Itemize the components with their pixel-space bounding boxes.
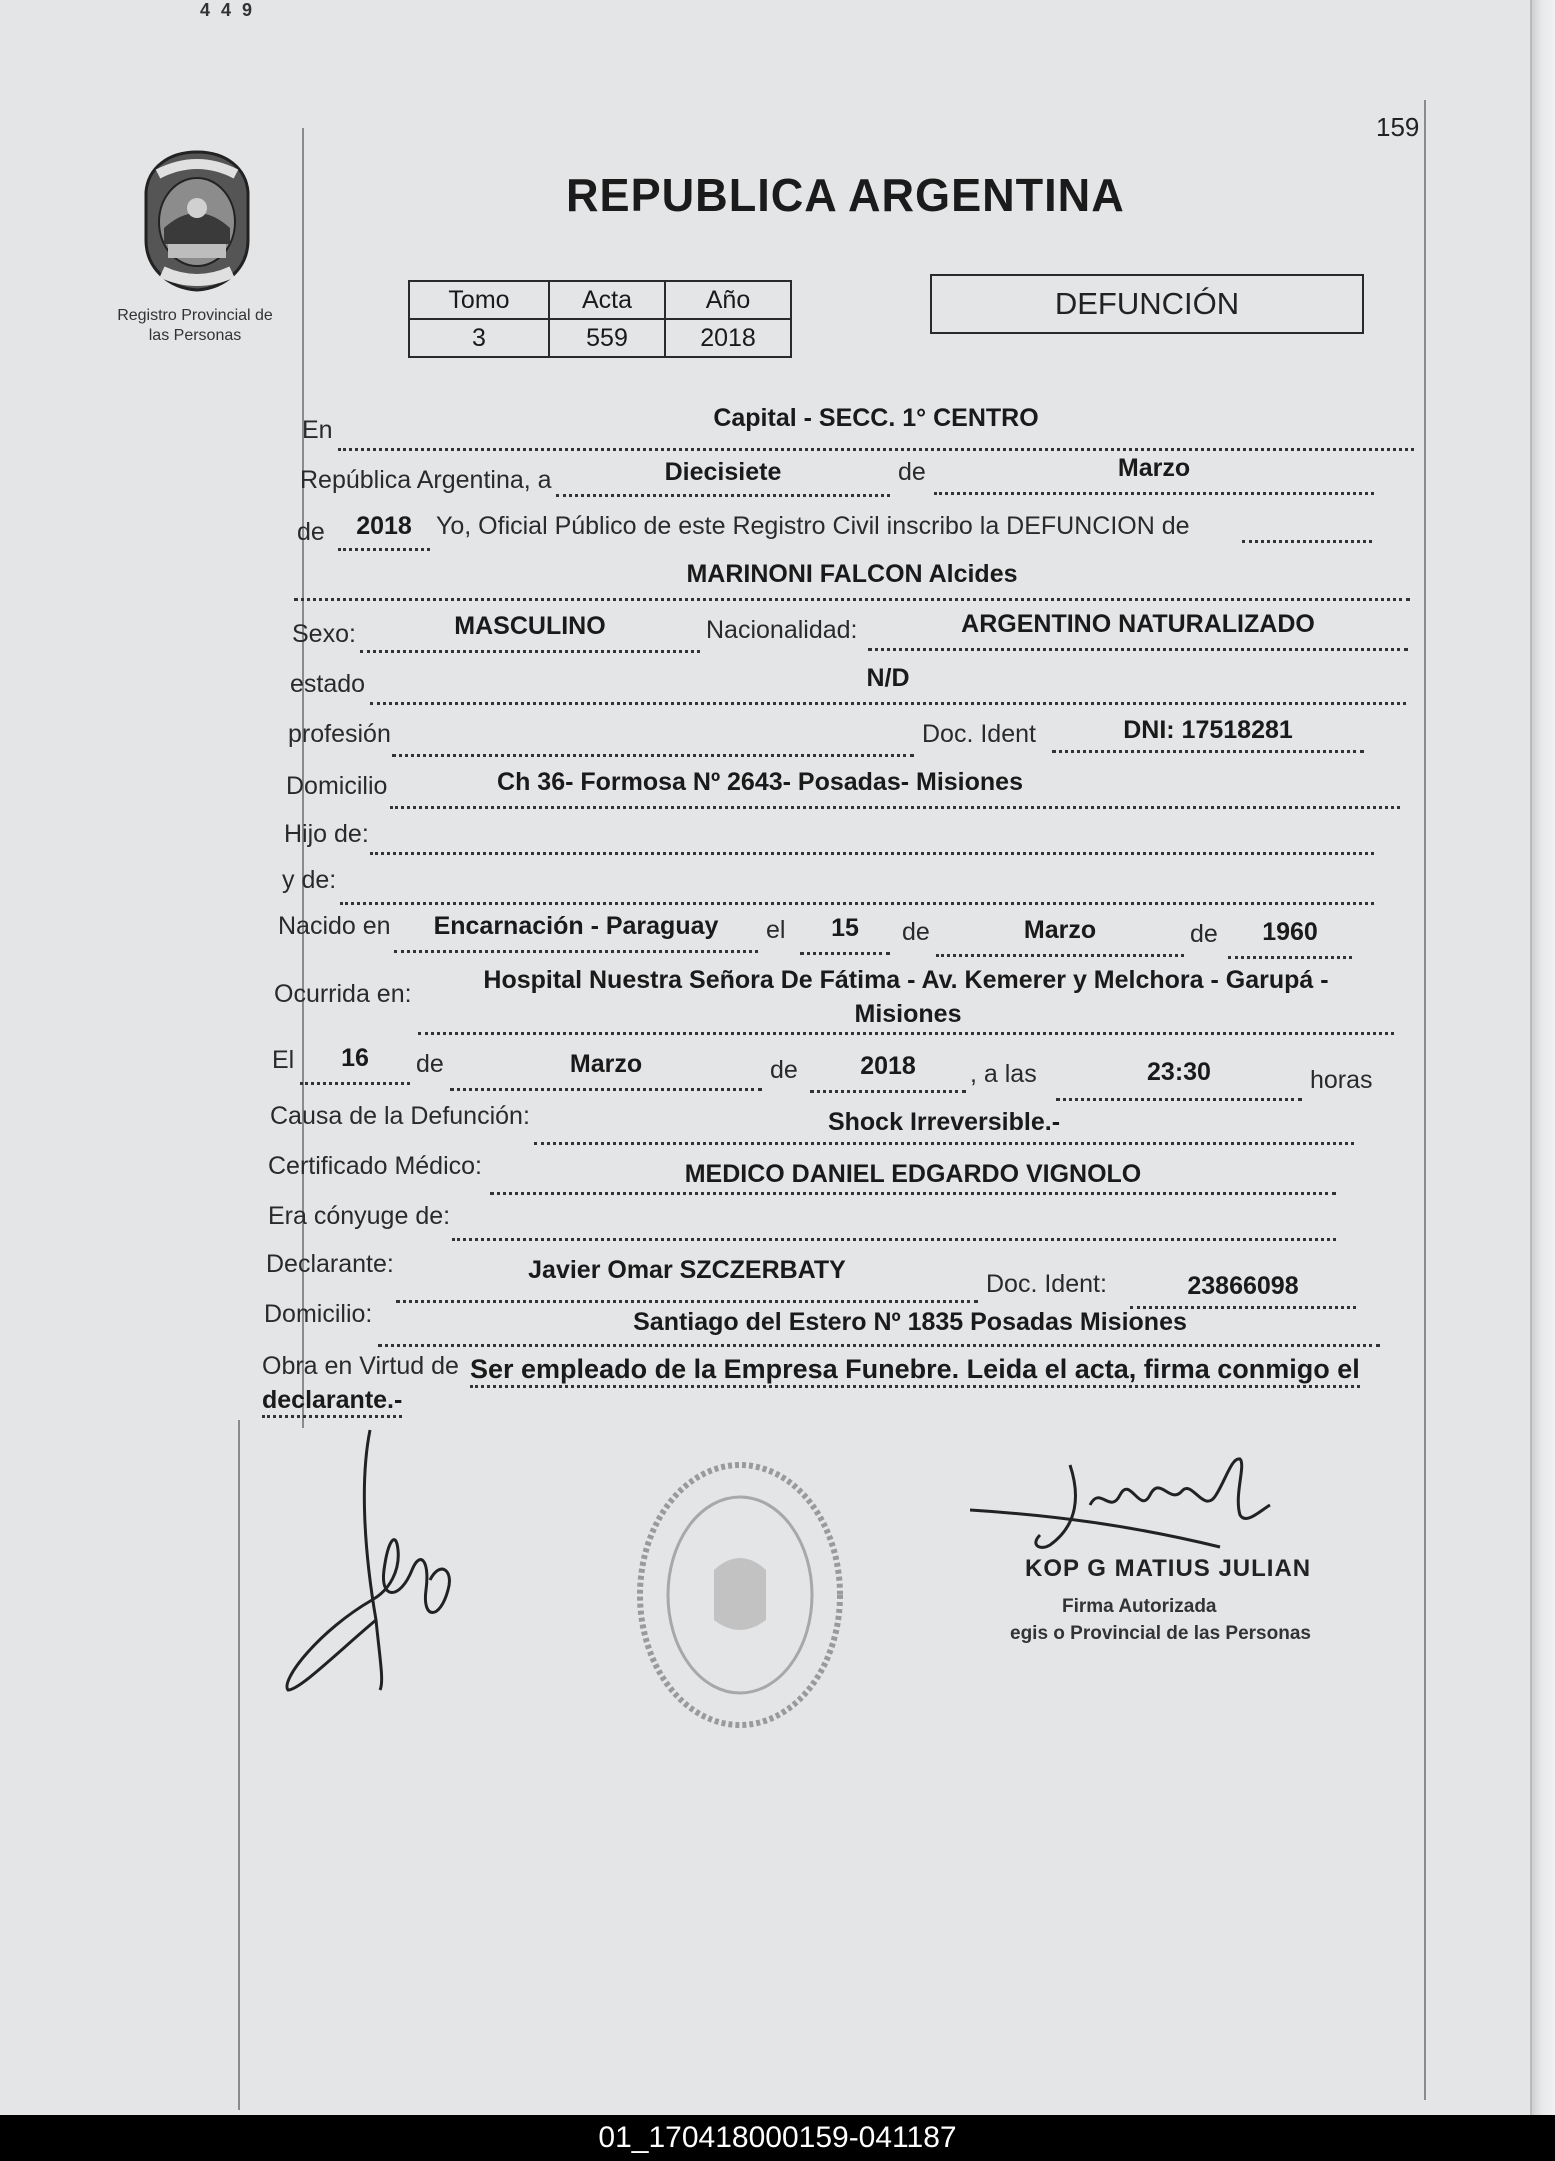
file-id-footer: 01_170418000159-041187 [0, 2115, 1555, 2161]
sexo-value: MASCULINO [454, 612, 606, 640]
de-anio-label: de [297, 518, 325, 546]
sexo-label: Sexo: [292, 620, 356, 648]
inscribo-text: Yo, Oficial Público de este Registro Civil inscribo la DEFUNCION de [436, 512, 1190, 540]
certificado-label: Certificado Médico: [268, 1152, 482, 1180]
horas-label: horas [1310, 1066, 1373, 1094]
de-label: de [898, 458, 926, 486]
conyuge-label: Era cónyuge de: [268, 1202, 451, 1230]
decl-doc-label: Doc. Ident: [986, 1270, 1107, 1298]
estado-label: estado [290, 670, 366, 698]
anio-value: 2018 [665, 319, 791, 357]
nac-dia-value: 15 [831, 914, 859, 942]
signer-organization: egis o Provincial de las Personas [1010, 1623, 1311, 1644]
top-marks: 4 4 9 [200, 0, 256, 20]
page-edge [1530, 0, 1555, 2115]
domicilio-label: Domicilio [286, 772, 388, 800]
dia-value: Diecisiete [664, 458, 782, 486]
def-dia-value: 16 [341, 1044, 369, 1072]
reference-table [408, 280, 792, 358]
nac-el-label: el [766, 916, 786, 944]
nacido-value: Encarnación - Paraguay [433, 912, 719, 940]
logo-caption-line1: Registro Provincial de [117, 307, 273, 324]
nac-mes-value: Marzo [1023, 916, 1097, 944]
left-margin-line-lower [238, 1420, 240, 2110]
right-margin-line [1424, 100, 1426, 2100]
decl-doc-value: 23866098 [1187, 1272, 1299, 1300]
decl-dom-label: Domicilio: [264, 1300, 373, 1328]
signer-title: Firma Autorizada [1062, 1596, 1217, 1617]
nac-de1-label: de [902, 918, 930, 946]
inscribo-field [1242, 508, 1372, 543]
obra-value-line2: declarante.- [262, 1386, 402, 1418]
declarante-signature [280, 1420, 460, 1700]
page-number: 159 [1376, 112, 1420, 142]
anio-inscripcion-value: 2018 [356, 512, 412, 540]
nacionalidad-value: ARGENTINO NATURALIZADO [961, 610, 1315, 638]
causa-label: Causa de la Defunción: [270, 1102, 530, 1130]
estado-value: N/D [866, 664, 910, 692]
nacido-label: Nacido en [278, 912, 391, 940]
nac-anio-value: 1960 [1262, 918, 1318, 946]
acta-header: Acta [549, 281, 665, 319]
y-de-field [340, 870, 1374, 905]
obra-label: Obra en Virtud de [262, 1352, 459, 1380]
conyuge-field [452, 1206, 1336, 1241]
signer-name: KOP G MATIUS JULIAN [1025, 1555, 1312, 1582]
def-de1-label: de [416, 1050, 444, 1078]
ocurrida-label: Ocurrida en: [274, 980, 412, 1008]
document-type-box: DEFUNCIÓN [930, 274, 1364, 334]
certificado-value: MEDICO DANIEL EDGARDO VIGNOLO [684, 1160, 1142, 1188]
declarante-value: Javier Omar SZCZERBATY [528, 1256, 846, 1284]
decl-dom-value: Santiago del Estero Nº 1835 Posadas Misiones [633, 1308, 1187, 1336]
ocurrida-value-line2: Misiones [854, 1000, 962, 1028]
document-title: REPUBLICA ARGENTINA [566, 169, 1125, 221]
republica-label: República Argentina, a [300, 466, 552, 494]
def-el-label: El [272, 1046, 295, 1074]
logo-caption-line2: las Personas [148, 327, 242, 344]
def-anio-value: 2018 [860, 1052, 916, 1080]
hijo-field [370, 820, 1374, 855]
hijo-label: Hijo de: [284, 820, 369, 848]
def-mes-value: Marzo [569, 1050, 643, 1078]
nombre-value: MARINONI FALCON Alcides [686, 560, 1018, 588]
tomo-value: 3 [409, 319, 549, 357]
official-stamp [630, 1450, 850, 1740]
logo-caption [100, 306, 290, 346]
def-de2-label: de [770, 1056, 798, 1084]
profesion-field [392, 722, 914, 757]
declarante-label: Declarante: [266, 1250, 394, 1278]
doc-ident-label: Doc. Ident [922, 720, 1036, 748]
domicilio-value: Ch 36- Formosa Nº 2643- Posadas- Misiones [497, 768, 1023, 796]
causa-value: Shock Irreversible.- [827, 1108, 1061, 1136]
a-las-label: , a las [970, 1060, 1037, 1088]
acta-value: 559 [549, 319, 665, 357]
profesion-label: profesión [288, 720, 391, 748]
nac-de2-label: de [1190, 920, 1218, 948]
oficial-signature [970, 1455, 1310, 1555]
tomo-header: Tomo [409, 281, 549, 319]
ocurrida-value-line1: Hospital Nuestra Señora De Fátima - Av. Kemerer y Melchora - Garupá - [483, 966, 1329, 994]
nacionalidad-label: Nacionalidad: [706, 616, 858, 644]
en-label: En [302, 416, 333, 444]
y-de-label: y de: [282, 866, 337, 894]
def-hora-value: 23:30 [1147, 1058, 1211, 1086]
anio-header: Año [665, 281, 791, 319]
obra-value-line1: Ser empleado de la Empresa Funebre. Leida el acta, firma conmigo el [470, 1354, 1360, 1388]
doc-ident-value: DNI: 17518281 [1123, 716, 1293, 744]
mes-value: Marzo [1117, 454, 1191, 482]
province-seal-logo [138, 148, 256, 294]
en-value: Capital - SECC. 1° CENTRO [713, 404, 1039, 432]
